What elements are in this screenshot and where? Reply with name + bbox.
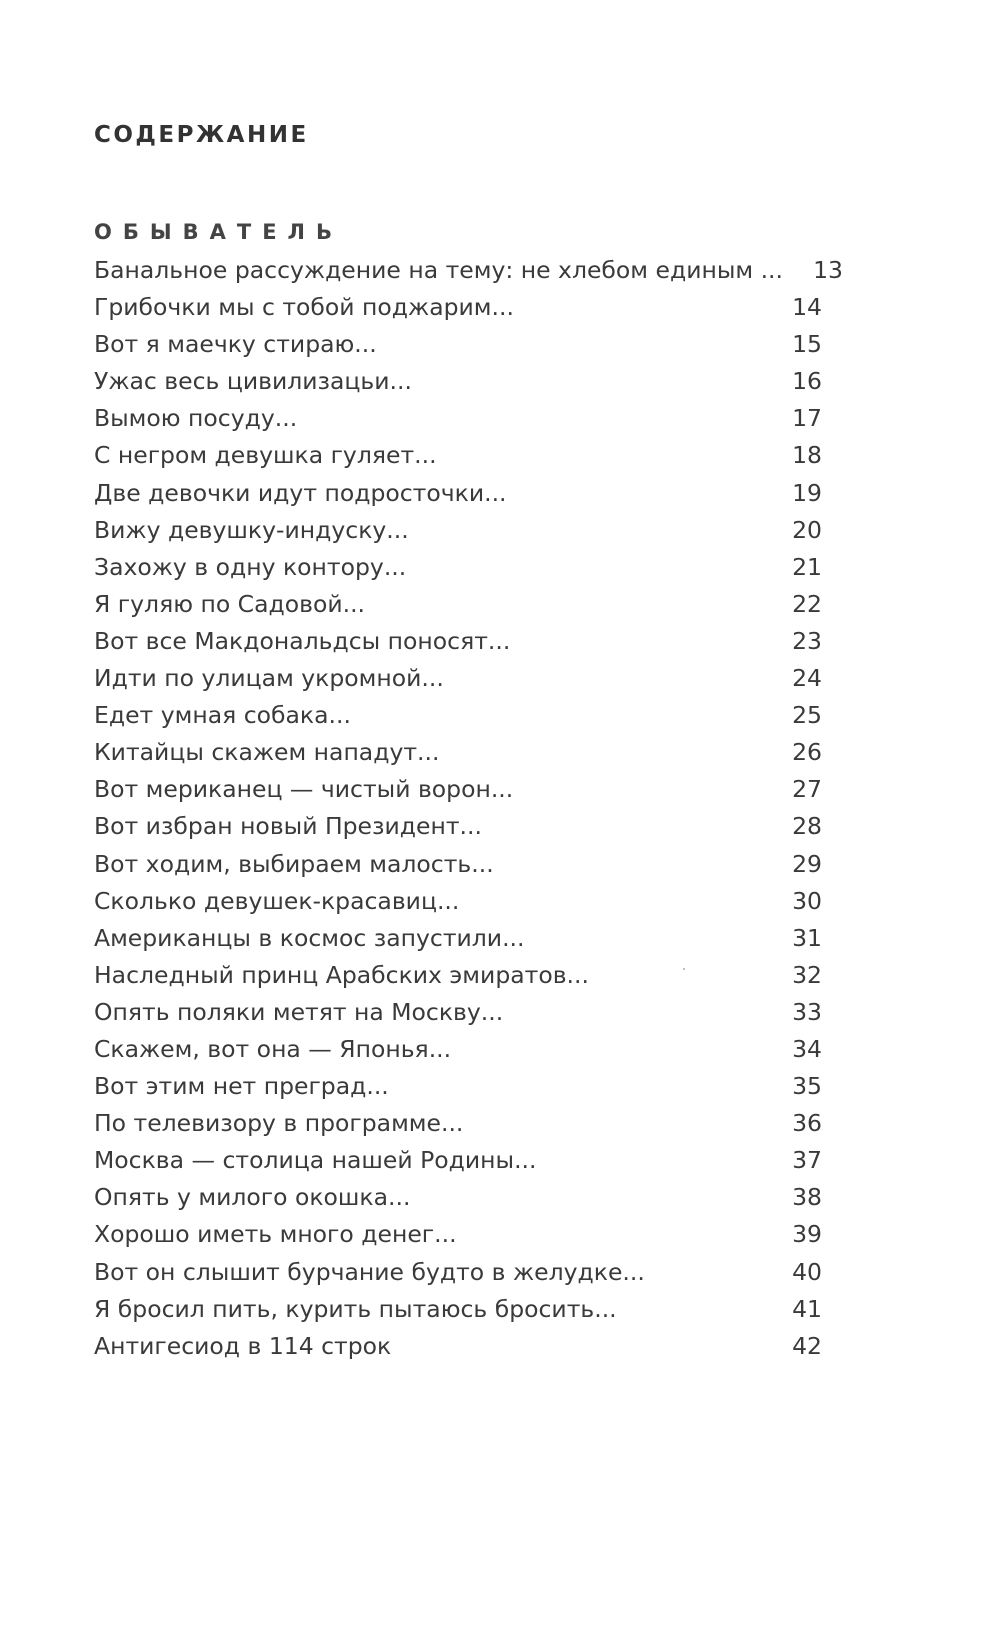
toc-entry-page-number: 15 [792,330,822,359]
toc-entry-title: Москва — столица нашей Родины... [94,1146,537,1175]
toc-entry-title: Грибочки мы с тобой поджарим... [94,293,514,322]
toc-entry [94,1254,824,1291]
toc-entry [94,437,824,474]
toc-entry [94,1291,824,1328]
toc-entry-title: Едет умная собака... [94,701,351,730]
toc-entry-title: По телевизору в программе... [94,1109,464,1138]
toc-entry [94,475,824,512]
toc-entry-page-number: 33 [792,997,822,1026]
toc-entry-title: Вот все Макдональдсы поносят... [94,626,511,655]
page-title: СОДЕРЖАНИЕ [94,122,309,148]
paper-speck [683,968,685,970]
toc-entry [94,289,824,326]
toc-entry-page-number: 35 [792,1072,822,1101]
table-of-contents [94,252,843,1365]
toc-entry-page-number: 25 [792,701,822,730]
toc-entry-title: Наследный принц Арабских эмиратов... [94,960,589,989]
toc-entry-page-number: 42 [792,1331,822,1360]
toc-entry-title: Опять у милого окошка... [94,1183,411,1212]
toc-entry-page-number: 39 [792,1220,822,1249]
toc-entry-title: Вот мериканец — чистый ворон... [94,775,514,804]
toc-entry [94,846,824,883]
toc-entry-title: Американцы в космос запустили... [94,923,525,952]
toc-entry-title: Скажем, вот она — Японья... [94,1034,452,1063]
toc-entry-title: Вымою посуду... [94,404,298,433]
toc-entry [94,1142,824,1179]
toc-entry [94,920,824,957]
toc-entry-page-number: 16 [792,367,822,396]
toc-entry-page-number: 21 [792,552,822,581]
toc-entry-page-number: 40 [792,1257,822,1286]
toc-entry-title: Сколько девушек-красавиц... [94,886,460,915]
toc-entry-page-number: 17 [792,404,822,433]
toc-entry-title: Опять поляки метят на Москву... [94,997,504,1026]
toc-entry-page-number: 38 [792,1183,822,1212]
toc-entry-title: Антигесиод в 114 строк [94,1331,392,1360]
toc-entry-page-number: 14 [792,293,822,322]
toc-entry-page-number: 18 [792,441,822,470]
toc-entry-page-number: 29 [792,849,822,878]
toc-entry [94,549,824,586]
toc-entry [94,512,824,549]
toc-entry-title: Вижу девушку-индуску... [94,515,409,544]
toc-entry-page-number: 22 [792,589,822,618]
toc-entry [94,771,824,808]
toc-entry-title: Захожу в одну контору... [94,552,407,581]
toc-entry-page-number: 31 [792,923,822,952]
toc-entry-page-number: 37 [792,1146,822,1175]
toc-entry-title: Банальное рассуждение на тему: не хлебом единым ... [94,256,783,284]
toc-entry [94,326,824,363]
toc-entry [94,623,824,660]
toc-entry [94,1068,824,1105]
toc-entry-page-number: 23 [792,626,822,655]
toc-entry-title: Вот этим нет преград... [94,1072,389,1101]
toc-entry-title: Две девочки идут подросточки... [94,478,507,507]
toc-entry-page-number: 36 [792,1109,822,1138]
toc-entry-title: Хорошо иметь много денег... [94,1220,457,1249]
toc-entry-title: Вот я маечку стираю... [94,330,377,359]
toc-entry [94,883,824,920]
section-heading: ОБЫВАТЕЛЬ [94,220,343,244]
toc-entry [94,1031,824,1068]
toc-entry [94,697,824,734]
toc-entry-title: Вот ходим, выбираем малость... [94,849,494,878]
toc-entry-page-number: 20 [792,515,822,544]
toc-entry [94,400,824,437]
toc-entry-page-number: 32 [792,960,822,989]
toc-entry [94,1216,824,1253]
toc-entry-title: Вот избран новый Президент... [94,812,482,841]
toc-entry-title: Вот он слышит бурчание будто в желудке... [94,1257,645,1286]
toc-entry [94,1179,824,1216]
toc-entry-page-number: 24 [792,664,822,693]
toc-entry-page-number: 19 [792,478,822,507]
toc-entry-page-number: 30 [792,886,822,915]
toc-entry [94,957,824,994]
toc-entry-page-number: 13 [813,256,843,284]
toc-entry-title: Я бросил пить, курить пытаюсь бросить... [94,1294,617,1323]
toc-entry-title: Идти по улицам укромной... [94,664,444,693]
toc-entry-page-number: 28 [792,812,822,841]
toc-entry-title: Я гуляю по Садовой... [94,589,366,618]
toc-entry [94,363,824,400]
toc-entry-page-number: 26 [792,738,822,767]
toc-entry [94,994,824,1031]
toc-entry [94,734,824,771]
toc-entry-page-number: 41 [792,1294,822,1323]
toc-entry-title: Ужас весь цивилизацьи... [94,367,412,396]
toc-entry [94,586,824,623]
toc-entry-page-number: 27 [792,775,822,804]
toc-entry-title: С негром девушка гуляет... [94,441,437,470]
toc-entry [94,252,843,289]
toc-entry [94,1105,824,1142]
toc-entry-page-number: 34 [792,1034,822,1063]
toc-entry [94,808,824,845]
toc-entry-title: Китайцы скажем нападут... [94,738,440,767]
toc-entry [94,660,824,697]
toc-entry [94,1328,824,1365]
